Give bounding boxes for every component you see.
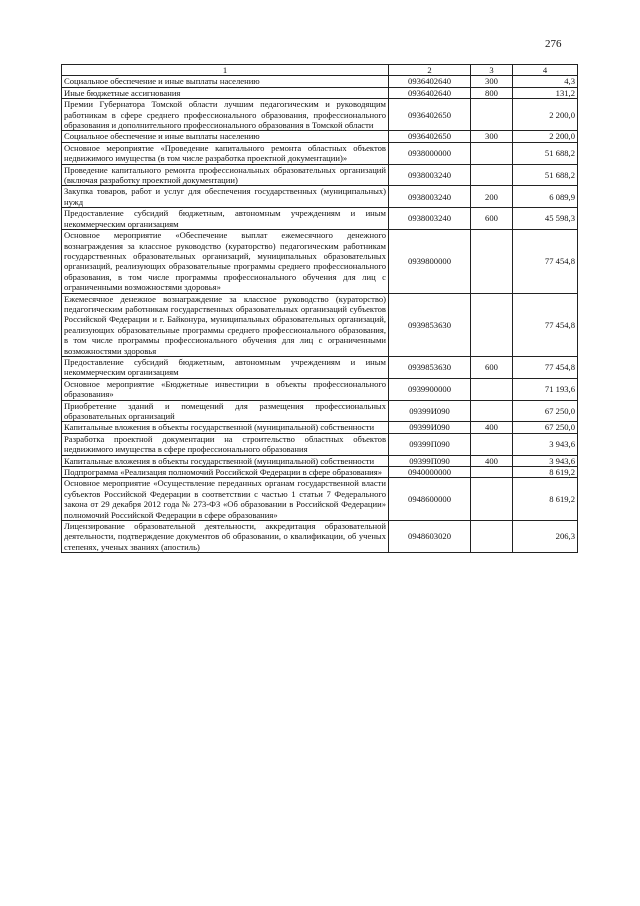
- table-cell-type: [471, 478, 513, 521]
- table-cell-code: 0936402640: [389, 76, 471, 87]
- table-cell-code: 09399И090: [389, 400, 471, 422]
- table-cell-sum: 2 200,0: [513, 99, 578, 131]
- table-cell-name: Предоставление субсидий бюджетным, автономным учреждениям и иным некоммерческим организациям: [62, 356, 389, 378]
- table-row: [62, 76, 578, 87]
- table-cell-type: 400: [471, 422, 513, 433]
- table-cell-type: [471, 164, 513, 186]
- table-cell-name: Капитальные вложения в объекты государственной (муниципальной) собственности: [62, 422, 389, 433]
- table-row: [62, 164, 578, 186]
- table-row: [62, 400, 578, 422]
- table-row: [62, 455, 578, 466]
- column-header-name: 1: [62, 65, 389, 76]
- table-cell-name: Предоставление субсидий бюджетным, автономным учреждениям и иным некоммерческим организациям: [62, 208, 389, 230]
- table-row: [62, 356, 578, 378]
- table-cell-type: [471, 467, 513, 478]
- table-cell-type: [471, 293, 513, 356]
- table-cell-sum: 2 200,0: [513, 131, 578, 142]
- table-cell-code: 0939900000: [389, 378, 471, 400]
- table-cell-sum: 51 688,2: [513, 142, 578, 164]
- table-row: [62, 208, 578, 230]
- table-cell-code: 0936402650: [389, 99, 471, 131]
- table-row: [62, 293, 578, 356]
- column-header-code: 2: [389, 65, 471, 76]
- table-cell-code: 0938003240: [389, 164, 471, 186]
- table-cell-sum: 4,3: [513, 76, 578, 87]
- table-cell-type: [471, 142, 513, 164]
- table-cell-code: 0936402650: [389, 131, 471, 142]
- table-cell-sum: 8 619,2: [513, 478, 578, 521]
- table-cell-sum: 6 089,9: [513, 186, 578, 208]
- table-cell-code: 0939853630: [389, 293, 471, 356]
- table-cell-sum: 3 943,6: [513, 433, 578, 455]
- table-cell-code: 09399П090: [389, 433, 471, 455]
- table-cell-sum: 77 454,8: [513, 293, 578, 356]
- table-cell-name: Лицензирование образовательной деятельности, аккредитация образовательной деятельности, подтверждение документов об образовании, о квалификации, об ученых степенях, ученых званиях (апостиль): [62, 521, 389, 553]
- table-cell-sum: 77 454,8: [513, 356, 578, 378]
- table-cell-sum: 206,3: [513, 521, 578, 553]
- table-cell-code: 0948600000: [389, 478, 471, 521]
- table-cell-sum: 71 193,6: [513, 378, 578, 400]
- table-cell-name: Разработка проектной документации на строительство областных объектов недвижимого имущества в сфере профессионального образования: [62, 433, 389, 455]
- table-cell-code: 0948603020: [389, 521, 471, 553]
- table-cell-code: 0936402640: [389, 87, 471, 98]
- table-cell-type: [471, 400, 513, 422]
- table-cell-name: Закупка товаров, работ и услуг для обеспечения государственных (муниципальных) нужд: [62, 186, 389, 208]
- column-header-sum: 4: [513, 65, 578, 76]
- table-cell-sum: 77 454,8: [513, 230, 578, 293]
- table-cell-code: 0938003240: [389, 186, 471, 208]
- table-cell-sum: 131,2: [513, 87, 578, 98]
- table-cell-sum: 45 598,3: [513, 208, 578, 230]
- table-cell-name: Социальное обеспечение и иные выплаты населению: [62, 76, 389, 87]
- table-cell-code: 0939853630: [389, 356, 471, 378]
- table-cell-type: 300: [471, 131, 513, 142]
- table-cell-type: 800: [471, 87, 513, 98]
- table-row: [62, 87, 578, 98]
- page-number: 276: [545, 38, 562, 50]
- table-row: [62, 99, 578, 131]
- table-cell-type: [471, 230, 513, 293]
- table-header-row: [62, 65, 578, 76]
- table-cell-sum: 51 688,2: [513, 164, 578, 186]
- table-cell-name: Социальное обеспечение и иные выплаты населению: [62, 131, 389, 142]
- table-row: [62, 131, 578, 142]
- table-cell-type: [471, 521, 513, 553]
- table-row: [62, 230, 578, 293]
- table-cell-name: Приобретение зданий и помещений для размещения профессиональных образовательных организаций: [62, 400, 389, 422]
- table-row: [62, 186, 578, 208]
- table-row: [62, 521, 578, 553]
- table-cell-type: [471, 378, 513, 400]
- table-cell-type: 600: [471, 208, 513, 230]
- table-cell-type: 300: [471, 76, 513, 87]
- table-cell-code: 0940000000: [389, 467, 471, 478]
- table-cell-type: [471, 433, 513, 455]
- table-cell-sum: 3 943,6: [513, 455, 578, 466]
- table-row: [62, 478, 578, 521]
- table-cell-sum: 67 250,0: [513, 422, 578, 433]
- table-cell-type: 400: [471, 455, 513, 466]
- table-cell-name: Капитальные вложения в объекты государственной (муниципальной) собственности: [62, 455, 389, 466]
- table-cell-name: Подпрограмма «Реализация полномочий Российской Федерации в сфере образования»: [62, 467, 389, 478]
- table-cell-code: 0938003240: [389, 208, 471, 230]
- table-cell-type: 200: [471, 186, 513, 208]
- table-cell-name: Иные бюджетные ассигнования: [62, 87, 389, 98]
- table-cell-name: Основное мероприятие «Обеспечение выплат ежемесячного денежного вознаграждения за классное руководство (кураторство) педагогическим работникам государственных образовательных организаций, муниципальных образовательных организаций, реализующих образовательные программы среднего профессионального образования, в том числе программы профессионального обучения для лиц с ограниченными возможностями здоровья»: [62, 230, 389, 293]
- table-row: [62, 378, 578, 400]
- table-row: [62, 467, 578, 478]
- table-cell-code: 0939800000: [389, 230, 471, 293]
- table-cell-sum: 67 250,0: [513, 400, 578, 422]
- table-row: [62, 142, 578, 164]
- table-cell-name: Основное мероприятие «Проведение капитального ремонта областных объектов недвижимого имущества (в том числе разработка проектной документации)»: [62, 142, 389, 164]
- column-header-type: 3: [471, 65, 513, 76]
- table-cell-code: 09399П090: [389, 455, 471, 466]
- table-cell-name: Ежемесячное денежное вознаграждение за классное руководство (кураторство) педагогическим работникам государственных образовательных организаций субъектов Российской Федерации и г. Байконура, муниципальных образовательных организаций, реализующих образовательные программы среднего профессионального образования, в том числе программы профессионального обучения для лиц с ограниченными возможностями здоровья: [62, 293, 389, 356]
- table-cell-type: [471, 99, 513, 131]
- table-cell-name: Премии Губернатора Томской области лучшим педагогическим и руководящим работникам в сфере среднего профессионального образования, профессионального образования и дополнительного профессионального образования в Томской области: [62, 99, 389, 131]
- table-cell-sum: 8 619,2: [513, 467, 578, 478]
- table-cell-code: 09399И090: [389, 422, 471, 433]
- table-row: [62, 422, 578, 433]
- budget-table: [61, 64, 578, 553]
- table-row: [62, 433, 578, 455]
- table-cell-name: Основное мероприятие «Бюджетные инвестиции в объекты профессионального образования»: [62, 378, 389, 400]
- table-cell-type: 600: [471, 356, 513, 378]
- table-cell-name: Основное мероприятие «Осуществление переданных органам государственной власти субъектов Российской Федерации в соответствии с частью 1 статьи 7 Федерального закона от 29 декабря 2012 года № 273-ФЗ «Об образовании в Российской Федерации» полномочий Российской Федерации в сфере образования»: [62, 478, 389, 521]
- table-cell-code: 0938000000: [389, 142, 471, 164]
- table-cell-name: Проведение капитального ремонта профессиональных образовательных организаций (включая разработку проектной документации): [62, 164, 389, 186]
